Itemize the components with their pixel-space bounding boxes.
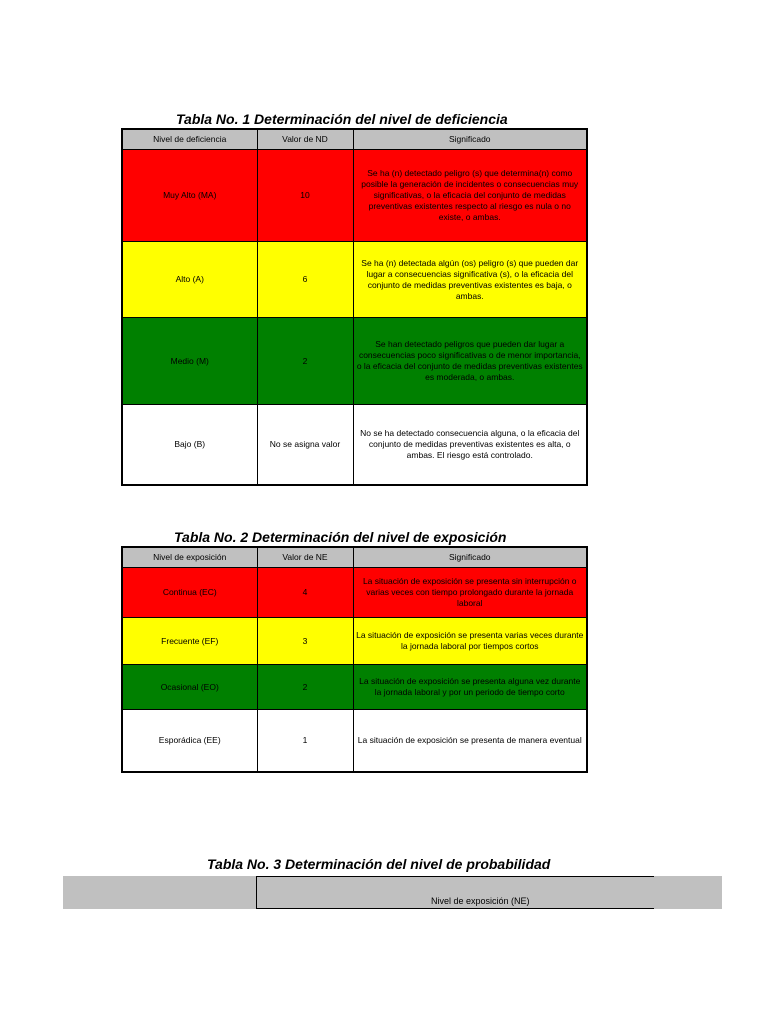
value-cell: 1 xyxy=(257,710,353,772)
table-row xyxy=(122,405,587,485)
table-row xyxy=(122,665,587,710)
column-header-value: Valor de NE xyxy=(257,547,353,568)
level-cell: Continua (EC) xyxy=(122,568,257,618)
value-cell: 2 xyxy=(257,665,353,710)
table1-title: Tabla No. 1 Determinación del nivel de deficiencia xyxy=(176,111,508,127)
meaning-cell: Se han detectado peligros que pueden dar lugar a consecuencias poco significativas o de menor importancia, o la eficacia del conjunto de medidas preventivas existentes es moderada, o ambas. xyxy=(353,318,587,405)
header-divider xyxy=(256,908,654,909)
deficiency-level-table xyxy=(121,128,588,486)
meaning-cell: Se ha (n) detectado peligro (s) que determina(n) como posible la generación de incidentes o consecuencias muy significativas, o la eficacia del conjunto de medidas preventivas existentes respecto al riesgo es nula o no existe, o ambas. xyxy=(353,150,587,242)
column-header-meaning: Significado xyxy=(353,129,587,150)
level-cell: Frecuente (EF) xyxy=(122,618,257,665)
level-cell: Muy Alto (MA) xyxy=(122,150,257,242)
table2-title: Tabla No. 2 Determinación del nivel de exposición xyxy=(174,529,507,545)
meaning-cell: La situación de exposición se presenta varias veces durante la jornada laboral por tiempos cortos xyxy=(353,618,587,665)
value-cell: No se asigna valor xyxy=(257,405,353,485)
header-divider xyxy=(256,876,257,909)
value-cell: 2 xyxy=(257,318,353,405)
value-cell: 6 xyxy=(257,242,353,318)
table-header-row xyxy=(122,129,587,150)
value-cell: 4 xyxy=(257,568,353,618)
meaning-cell: Se ha (n) detectada algún (os) peligro (s) que pueden dar lugar a consecuencias significativa (s), o la eficacia del conjunto de medidas preventivas existentes es baja, o ambas. xyxy=(353,242,587,318)
level-cell: Bajo (B) xyxy=(122,405,257,485)
meaning-cell: La situación de exposición se presenta alguna vez durante la jornada laboral y por un periodo de tiempo corto xyxy=(353,665,587,710)
table-header-row xyxy=(122,547,587,568)
column-header-value: Valor de ND xyxy=(257,129,353,150)
exposure-level-table xyxy=(121,546,588,773)
header-divider xyxy=(256,876,654,877)
table-row xyxy=(122,242,587,318)
level-cell: Alto (A) xyxy=(122,242,257,318)
column-header-meaning: Significado xyxy=(353,547,587,568)
meaning-cell: La situación de exposición se presenta de manera eventual xyxy=(353,710,587,772)
value-cell: 10 xyxy=(257,150,353,242)
level-cell: Esporádica (EE) xyxy=(122,710,257,772)
exposure-level-header-label: Nivel de exposición (NE) xyxy=(431,896,530,906)
meaning-cell: La situación de exposición se presenta sin interrupción o varias veces con tiempo prolongado durante la jornada laboral xyxy=(353,568,587,618)
probability-table-header-band xyxy=(63,876,722,909)
column-header-level: Nivel de deficiencia xyxy=(122,129,257,150)
level-cell: Medio (M) xyxy=(122,318,257,405)
table-row xyxy=(122,568,587,618)
table-row xyxy=(122,318,587,405)
table-row xyxy=(122,710,587,772)
meaning-cell: No se ha detectado consecuencia alguna, o la eficacia del conjunto de medidas preventivas existentes es alta, o ambas. El riesgo está controlado. xyxy=(353,405,587,485)
level-cell: Ocasional (EO) xyxy=(122,665,257,710)
table-row xyxy=(122,150,587,242)
column-header-level: Nivel de exposición xyxy=(122,547,257,568)
table3-title: Tabla No. 3 Determinación del nivel de probabilidad xyxy=(207,856,551,872)
value-cell: 3 xyxy=(257,618,353,665)
table-row xyxy=(122,618,587,665)
